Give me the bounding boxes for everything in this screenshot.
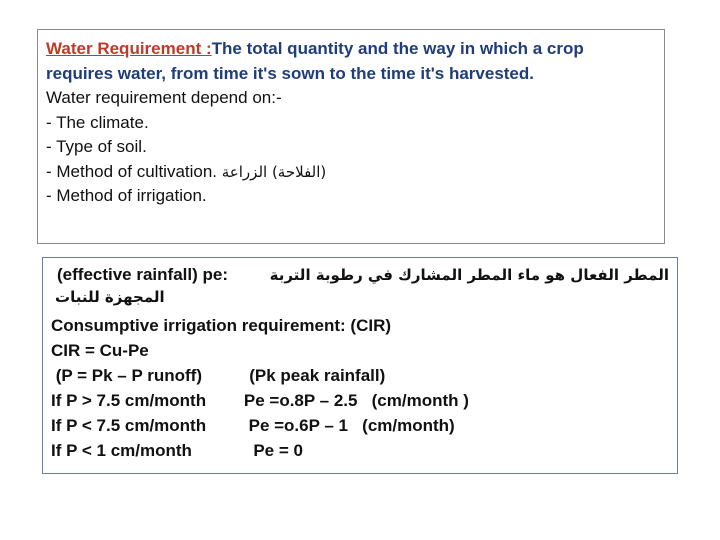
rule-p-below-7-5: If P < 7.5 cm/month Pe =o.6P – 1 (cm/month) (51, 416, 455, 435)
factor-soil: - Type of soil. (46, 137, 147, 156)
factor-irrigation: - Method of irrigation. (46, 186, 207, 205)
p-definition: (P = Pk – P runoff) (Pk peak rainfall) (51, 366, 386, 385)
factor-climate: - The climate. (46, 112, 149, 132)
rule-p-above-7-5: If P > 7.5 cm/month Pe =o.8P – 2.5 (cm/month ) (51, 391, 469, 410)
rule-p-below-1: If P < 1 cm/month Pe = 0 (51, 441, 303, 460)
definition-text-1: The total quantity and the way in which a crop (211, 39, 584, 58)
cir-formula: CIR = Cu-Pe (51, 341, 149, 360)
effective-rainfall-box (42, 257, 678, 474)
factor-cultivation-text: - Method of cultivation. (46, 161, 218, 181)
effective-rainfall-arabic-continued: المجهزة للنبات (55, 288, 165, 306)
water-requirement-box (37, 29, 665, 244)
definition-line-2: requires water, from time it's sown to the time it's harvested. (46, 63, 534, 83)
definition-line-1 (46, 37, 656, 62)
depend-on-heading: Water requirement depend on:- (46, 88, 282, 107)
effective-rainfall-arabic: المطر الفعال هو ماء المطر المشارك في رطوبة التربة (269, 266, 669, 284)
factor-cultivation (46, 160, 656, 185)
effective-rainfall-row (51, 262, 669, 287)
cir-definition: Consumptive irrigation requirement: (CIR) (51, 316, 392, 335)
cultivation-arabic: (الفلاحة) الزراعة (221, 162, 327, 181)
water-requirement-term: Water Requirement : (46, 39, 212, 58)
effective-rainfall-label: (effective rainfall) pe: (57, 265, 228, 284)
